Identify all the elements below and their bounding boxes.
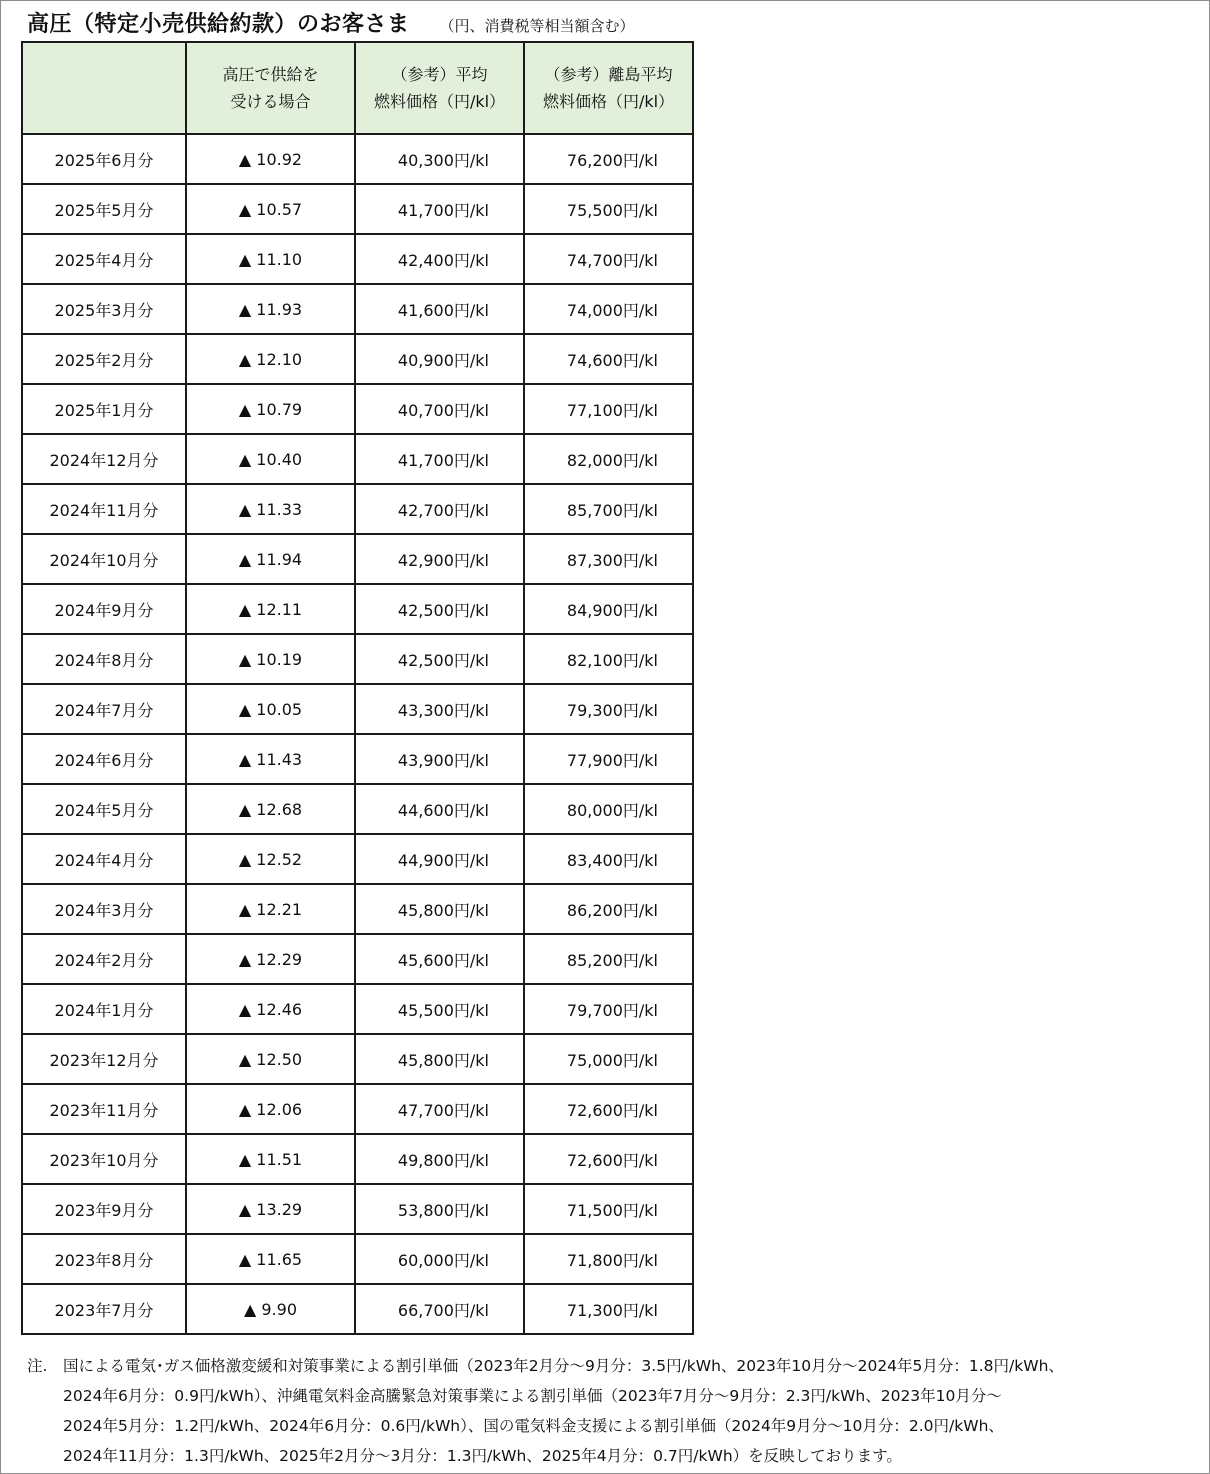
cell-avg-fuel: 40,700円/kl xyxy=(355,384,524,434)
cell-avg-fuel: 66,700円/kl xyxy=(355,1284,524,1334)
table-row xyxy=(22,1134,693,1184)
cell-discount: ▲ 10.40 xyxy=(186,434,355,484)
cell-discount: ▲ 9.90 xyxy=(186,1284,355,1334)
table-row xyxy=(22,984,693,1034)
page-title: 高圧（特定小売供給約款）のお客さま xyxy=(27,12,410,37)
cell-avg-fuel: 41,700円/kl xyxy=(355,184,524,234)
cell-island-fuel: 72,600円/kl xyxy=(524,1134,693,1184)
cell-discount: ▲ 12.29 xyxy=(186,934,355,984)
cell-discount: ▲ 12.68 xyxy=(186,784,355,834)
cell-month: 2024年8月分 xyxy=(22,634,186,684)
cell-month: 2024年4月分 xyxy=(22,834,186,884)
cell-month: 2024年11月分 xyxy=(22,484,186,534)
cell-discount: ▲ 11.51 xyxy=(186,1134,355,1184)
table-row xyxy=(22,134,693,184)
cell-avg-fuel: 43,900円/kl xyxy=(355,734,524,784)
cell-island-fuel: 74,700円/kl xyxy=(524,234,693,284)
cell-island-fuel: 74,600円/kl xyxy=(524,334,693,384)
header-discount-line2: 受ける場合 xyxy=(230,92,311,111)
cell-island-fuel: 82,000円/kl xyxy=(524,434,693,484)
header-discount xyxy=(186,42,355,134)
cell-discount: ▲ 10.57 xyxy=(186,184,355,234)
cell-discount: ▲ 11.33 xyxy=(186,484,355,534)
cell-month: 2023年11月分 xyxy=(22,1084,186,1134)
cell-month: 2024年6月分 xyxy=(22,734,186,784)
table-row xyxy=(22,234,693,284)
cell-discount: ▲ 12.06 xyxy=(186,1084,355,1134)
table-row xyxy=(22,1234,693,1284)
cell-month: 2023年10月分 xyxy=(22,1134,186,1184)
cell-avg-fuel: 45,800円/kl xyxy=(355,884,524,934)
cell-island-fuel: 86,200円/kl xyxy=(524,884,693,934)
cell-avg-fuel: 60,000円/kl xyxy=(355,1234,524,1284)
cell-avg-fuel: 42,500円/kl xyxy=(355,584,524,634)
cell-discount: ▲ 11.10 xyxy=(186,234,355,284)
table-row xyxy=(22,484,693,534)
cell-month: 2024年10月分 xyxy=(22,534,186,584)
header-avg-fuel xyxy=(355,42,524,134)
cell-discount: ▲ 10.92 xyxy=(186,134,355,184)
table-row xyxy=(22,834,693,884)
cell-discount: ▲ 12.10 xyxy=(186,334,355,384)
header-island-fuel-line2: 燃料価格（円/kl） xyxy=(542,92,675,111)
table-row xyxy=(22,1184,693,1234)
cell-island-fuel: 75,500円/kl xyxy=(524,184,693,234)
table-row xyxy=(22,684,693,734)
cell-island-fuel: 76,200円/kl xyxy=(524,134,693,184)
header-month xyxy=(22,42,186,134)
cell-island-fuel: 77,100円/kl xyxy=(524,384,693,434)
table-row xyxy=(22,384,693,434)
fuel-adjustment-table xyxy=(21,41,694,1335)
cell-month: 2024年12月分 xyxy=(22,434,186,484)
cell-island-fuel: 79,700円/kl xyxy=(524,984,693,1034)
table-row xyxy=(22,884,693,934)
cell-avg-fuel: 45,500円/kl xyxy=(355,984,524,1034)
table-row xyxy=(22,584,693,634)
cell-island-fuel: 77,900円/kl xyxy=(524,734,693,784)
cell-month: 2025年6月分 xyxy=(22,134,186,184)
table-row xyxy=(22,434,693,484)
header-discount-line1: 高圧で供給を xyxy=(222,65,319,84)
cell-island-fuel: 71,300円/kl xyxy=(524,1284,693,1334)
header-island-fuel xyxy=(524,42,693,134)
cell-discount: ▲ 12.21 xyxy=(186,884,355,934)
table-row xyxy=(22,934,693,984)
footnote-mark: 注. xyxy=(27,1357,48,1375)
footnote-line: 2024年6月分：0.9円/kWh）、沖縄電気料金高騰緊急対策事業による割引単価（2023年7月分～9月分：2.3円/kWh、2023年10月分～ xyxy=(63,1387,1002,1405)
cell-avg-fuel: 45,800円/kl xyxy=(355,1034,524,1084)
cell-month: 2024年3月分 xyxy=(22,884,186,934)
footnote-line: 2024年11月分：1.3円/kWh、2025年2月分～3月分：1.3円/kWh、2025年4月分：0.7円/kWh）を反映しております。 xyxy=(63,1447,902,1465)
cell-month: 2024年7月分 xyxy=(22,684,186,734)
cell-avg-fuel: 45,600円/kl xyxy=(355,934,524,984)
cell-discount: ▲ 10.19 xyxy=(186,634,355,684)
cell-month: 2024年9月分 xyxy=(22,584,186,634)
cell-island-fuel: 85,200円/kl xyxy=(524,934,693,984)
footnote-line: 国による電気･ガス価格激変緩和対策事業による割引単価（2023年2月分～9月分：3.5円/kWh、2023年10月分～2024年5月分：1.8円/kWh、 xyxy=(63,1357,1064,1375)
cell-island-fuel: 83,400円/kl xyxy=(524,834,693,884)
cell-avg-fuel: 44,600円/kl xyxy=(355,784,524,834)
cell-discount: ▲ 11.43 xyxy=(186,734,355,784)
cell-island-fuel: 82,100円/kl xyxy=(524,634,693,684)
cell-discount: ▲ 13.29 xyxy=(186,1184,355,1234)
cell-avg-fuel: 41,700円/kl xyxy=(355,434,524,484)
cell-discount: ▲ 12.50 xyxy=(186,1034,355,1084)
table-body xyxy=(22,134,693,1334)
table-row xyxy=(22,284,693,334)
cell-avg-fuel: 42,400円/kl xyxy=(355,234,524,284)
cell-island-fuel: 75,000円/kl xyxy=(524,1034,693,1084)
cell-avg-fuel: 40,300円/kl xyxy=(355,134,524,184)
cell-month: 2025年2月分 xyxy=(22,334,186,384)
cell-island-fuel: 79,300円/kl xyxy=(524,684,693,734)
cell-month: 2025年5月分 xyxy=(22,184,186,234)
cell-island-fuel: 74,000円/kl xyxy=(524,284,693,334)
cell-month: 2024年5月分 xyxy=(22,784,186,834)
table-row xyxy=(22,334,693,384)
cell-discount: ▲ 10.05 xyxy=(186,684,355,734)
cell-avg-fuel: 49,800円/kl xyxy=(355,1134,524,1184)
cell-avg-fuel: 41,600円/kl xyxy=(355,284,524,334)
table-row xyxy=(22,1034,693,1084)
cell-discount: ▲ 11.65 xyxy=(186,1234,355,1284)
cell-month: 2023年12月分 xyxy=(22,1034,186,1084)
cell-month: 2023年9月分 xyxy=(22,1184,186,1234)
cell-island-fuel: 71,500円/kl xyxy=(524,1184,693,1234)
cell-island-fuel: 84,900円/kl xyxy=(524,584,693,634)
table-header-row xyxy=(22,42,693,134)
cell-island-fuel: 80,000円/kl xyxy=(524,784,693,834)
table-row xyxy=(22,634,693,684)
footnote-line: 2024年5月分：1.2円/kWh、2024年6月分：0.6円/kWh）、国の電気料金支援による割引単価（2024年9月分～10月分：2.0円/kWh、 xyxy=(63,1417,1004,1435)
cell-month: 2023年8月分 xyxy=(22,1234,186,1284)
cell-island-fuel: 85,700円/kl xyxy=(524,484,693,534)
cell-month: 2023年7月分 xyxy=(22,1284,186,1334)
cell-month: 2024年2月分 xyxy=(22,934,186,984)
cell-month: 2025年1月分 xyxy=(22,384,186,434)
unit-note: （円、消費税等相当額含む） xyxy=(439,17,635,35)
header-avg-fuel-line1: （参考）平均 xyxy=(391,65,488,84)
table-row xyxy=(22,534,693,584)
cell-avg-fuel: 43,300円/kl xyxy=(355,684,524,734)
cell-avg-fuel: 44,900円/kl xyxy=(355,834,524,884)
table-row xyxy=(22,1284,693,1334)
footnote xyxy=(27,1351,1203,1471)
cell-island-fuel: 87,300円/kl xyxy=(524,534,693,584)
header-island-fuel-line1: （参考）離島平均 xyxy=(544,65,673,84)
cell-discount: ▲ 12.52 xyxy=(186,834,355,884)
header-avg-fuel-line2: 燃料価格（円/kl） xyxy=(373,92,506,111)
cell-month: 2025年4月分 xyxy=(22,234,186,284)
table-row xyxy=(22,784,693,834)
cell-discount: ▲ 10.79 xyxy=(186,384,355,434)
cell-island-fuel: 72,600円/kl xyxy=(524,1084,693,1134)
cell-avg-fuel: 40,900円/kl xyxy=(355,334,524,384)
cell-avg-fuel: 42,900円/kl xyxy=(355,534,524,584)
cell-island-fuel: 71,800円/kl xyxy=(524,1234,693,1284)
cell-discount: ▲ 11.93 xyxy=(186,284,355,334)
cell-avg-fuel: 42,500円/kl xyxy=(355,634,524,684)
cell-avg-fuel: 42,700円/kl xyxy=(355,484,524,534)
cell-discount: ▲ 11.94 xyxy=(186,534,355,584)
table-row xyxy=(22,1084,693,1134)
table-row xyxy=(22,734,693,784)
cell-month: 2024年1月分 xyxy=(22,984,186,1034)
cell-avg-fuel: 47,700円/kl xyxy=(355,1084,524,1134)
cell-avg-fuel: 53,800円/kl xyxy=(355,1184,524,1234)
cell-month: 2025年3月分 xyxy=(22,284,186,334)
cell-discount: ▲ 12.46 xyxy=(186,984,355,1034)
cell-discount: ▲ 12.11 xyxy=(186,584,355,634)
table-row xyxy=(22,184,693,234)
title-row xyxy=(27,7,635,39)
